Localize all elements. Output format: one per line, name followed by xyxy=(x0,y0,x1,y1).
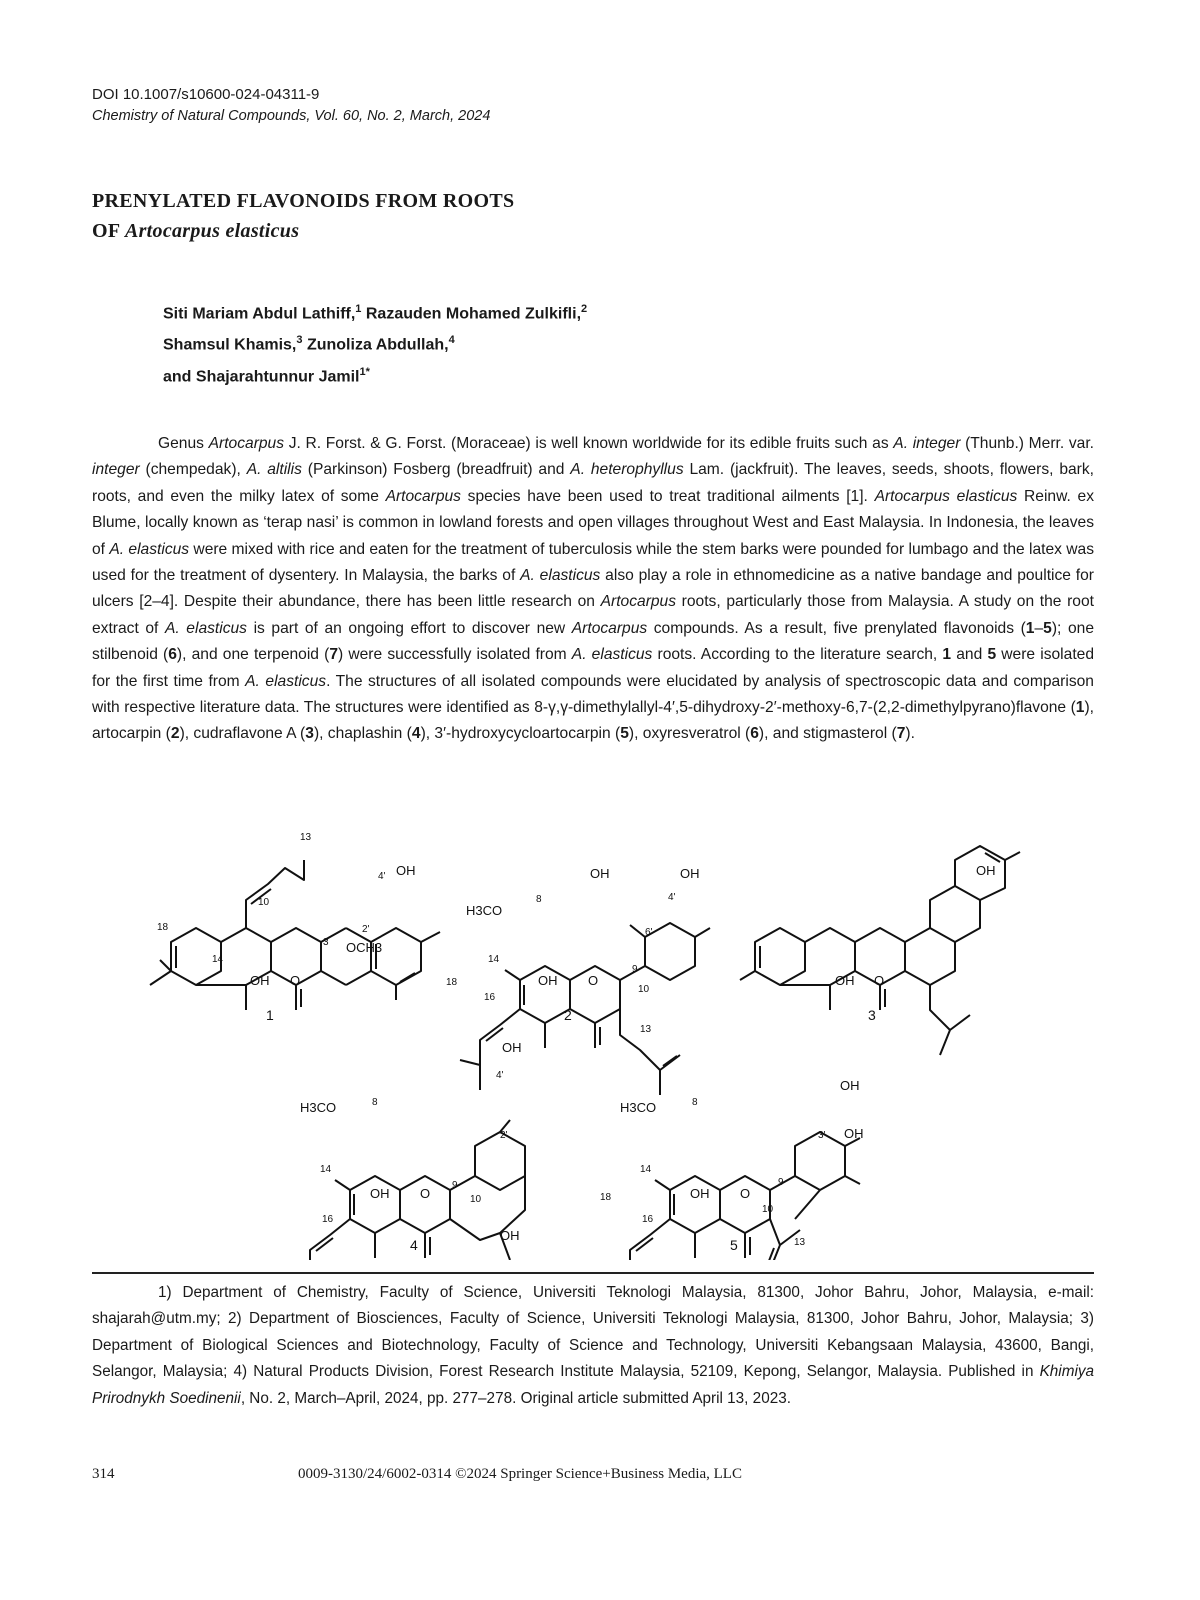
journal-citation: Chemistry of Natural Compounds, Vol. 60, No. 2, March, 2024 xyxy=(92,108,491,124)
italic-term: Artocarpus elasticus xyxy=(874,487,1018,505)
author-line-3 xyxy=(163,359,587,390)
label-oh: OH xyxy=(396,863,416,878)
label-16: 16 xyxy=(484,992,496,1003)
footnote-rule xyxy=(92,1272,1094,1274)
label-oh: OH xyxy=(840,1078,860,1093)
title-prefix: OF xyxy=(92,220,125,242)
italic-term: Khimiya Prirodnykh Soedinenii xyxy=(92,1363,1094,1407)
label-oh: OH xyxy=(500,1228,520,1243)
label-3: 3 xyxy=(323,937,329,948)
copyright-line: 0009-3130/24/6002-0314 ©2024 Springer Science+Business Media, LLC xyxy=(298,1466,742,1482)
label-o: O xyxy=(290,973,301,988)
label-8: 8 xyxy=(692,1097,698,1108)
label-18: 18 xyxy=(157,922,169,933)
label-o: O xyxy=(420,1186,431,1201)
label-h3co: H3CO xyxy=(620,1100,657,1115)
compound-label-2: 2 xyxy=(564,1007,572,1023)
label-10: 10 xyxy=(470,1194,482,1205)
label-18: 18 xyxy=(446,977,458,988)
author-list xyxy=(163,296,587,390)
label-6p: 6' xyxy=(645,927,653,938)
label-9: 9 xyxy=(452,1180,458,1191)
label-9: 9 xyxy=(632,964,638,975)
compound-number: 7 xyxy=(329,646,339,664)
label-o: O xyxy=(588,973,599,988)
compound-number: 6 xyxy=(750,725,759,743)
label-h3co: H3CO xyxy=(300,1100,337,1115)
compound-number: 3 xyxy=(305,725,314,743)
compound-number: 5 xyxy=(987,646,997,664)
compound-number: 2 xyxy=(170,725,180,743)
author-affiliation: 2 xyxy=(581,303,588,315)
label-18: 18 xyxy=(600,1192,612,1203)
italic-term: A. elasticus xyxy=(520,567,601,585)
compound-number: 1 xyxy=(1075,699,1085,717)
compound-number: 1 xyxy=(942,646,952,664)
paper-title xyxy=(92,186,514,246)
label-16: 16 xyxy=(642,1214,654,1225)
chemical-structures-figure xyxy=(0,820,1200,1260)
author-name: Shamsul Khamis, xyxy=(163,336,297,354)
label-oh: OH xyxy=(590,866,610,881)
label-10: 10 xyxy=(258,897,270,908)
compound-label-4: 4 xyxy=(410,1237,418,1253)
label-h3co: H3CO xyxy=(466,903,503,918)
label-4p: 4' xyxy=(378,871,386,882)
italic-term: A. elasticus xyxy=(109,540,190,558)
footnote xyxy=(92,1280,1094,1412)
compound-number: 5 xyxy=(1043,619,1052,637)
compound-label-5: 5 xyxy=(730,1237,738,1253)
bonds xyxy=(290,1120,525,1260)
compound-label-3: 3 xyxy=(868,1007,876,1023)
author-affiliation: 4 xyxy=(448,334,455,347)
author-affiliation: 1 xyxy=(355,303,362,315)
label-oh: OH xyxy=(835,973,855,988)
italic-term: integer xyxy=(92,461,140,479)
author-line-1 xyxy=(163,296,587,327)
label-oh: OH xyxy=(844,1126,864,1141)
label-oh: OH xyxy=(370,1186,390,1201)
label-oh: OH xyxy=(502,1040,522,1055)
italic-term: A. integer xyxy=(893,435,961,452)
label-14: 14 xyxy=(320,1164,332,1175)
label-13: 13 xyxy=(300,832,312,843)
italic-term: Artocarpus xyxy=(571,619,648,637)
label-och3: OCH3 xyxy=(346,940,383,955)
label-oh: OH xyxy=(680,866,700,881)
label-2p: 2' xyxy=(362,924,370,935)
structure-4 xyxy=(290,1120,525,1260)
author-name: Siti Mariam Abdul Lathiff, xyxy=(163,305,356,323)
title-species: Artocarpus elasticus xyxy=(124,220,300,242)
label-13: 13 xyxy=(640,1024,652,1035)
label-10: 10 xyxy=(762,1204,774,1215)
label-2p: 2' xyxy=(500,1130,508,1141)
label-oh: OH xyxy=(250,973,270,988)
body-paragraph: Genus Artocarpus J. R. Forst. & G. Forst. (Moraceae) is well known worldwide for its edible fruits such as A. integer (Thunb.) Merr. var. integer (chempedak), A. altilis (Parkinson) Fosberg (breadfruit) and A. heterophyllus Lam. (jackfruit). The leaves, seeds, shoots, flowers, bark, roots, and even the milky latex of some Artocarpus species have been used to treat traditional ailments [1]. Artocarpus elasticus Reinw. ex Blume, locally known as ‘terap nasi’ is common in lowland forests and open villages throughout West and East Malaysia. In Indonesia, the leaves of A. elasticus were mixed with rice and eaten for the treatment of tuberculosis while the stem barks were pounded for lumbago and the latex was used for the treatment of dysentery. In Malaysia, the barks of A. elasticus also play a role in ethnomedicine as a native bandage and poultice for ulcers [2–4]. Despite their abundance, there has been little research on Artocarpus roots, particularly those from Malaysia. A study on the root extract of A. elasticus is part of an ongoing effort to discover new Artocarpus compounds. As a result, five prenylated flavonoids (1–5); one stilbenoid (6), and one terpenoid (7) were successfully isolated from A. elasticus roots. According to the literature search, 1 and 5 were isolated for the first time from A. elasticus. The structures of all isolated compounds were elucidated by analysis of spectroscopic data and comparison with respective literature data. The structures were identified as 8-γ,γ-dimethylallyl-4′,5-dihydroxy-2′-methoxy-6,7-(2,2-dimethylpyrano)flavone (1), artocarpin (2), cudraflavone A (3), chaplashin (4), 3′-hydroxycycloartocarpin (5), oxyresveratrol (6), and stigmasterol (7). xyxy=(92,435,1095,743)
title-line-2 xyxy=(92,216,514,246)
italic-term: Artocarpus xyxy=(385,487,461,505)
page-number: 314 xyxy=(92,1466,115,1482)
label-9: 9 xyxy=(778,1177,784,1188)
author-name: Razauden Mohamed Zulkifli, xyxy=(365,305,582,323)
italic-term: Artocarpus xyxy=(600,593,677,611)
italic-term: A. elasticus xyxy=(245,672,327,690)
compound-number: 1 xyxy=(1025,619,1035,637)
label-oh: OH xyxy=(538,973,558,988)
author-affiliation: 3 xyxy=(296,334,303,347)
author-name: Zunoliza Abdullah, xyxy=(306,336,449,354)
italic-term: A. elasticus xyxy=(164,619,247,637)
compound-number: 7 xyxy=(896,725,906,743)
italic-term: A. heterophyllus xyxy=(570,461,684,479)
label-10: 10 xyxy=(638,984,650,995)
author-affiliation: 1* xyxy=(359,365,370,378)
doi: DOI 10.1007/s10600-024-04311-9 xyxy=(92,86,320,103)
label-13: 13 xyxy=(794,1237,806,1248)
italic-term: Artocarpus xyxy=(208,435,285,452)
compound-label-1: 1 xyxy=(266,1007,274,1023)
footnote-text: 1) Department of Chemistry, Faculty of Science, Universiti Teknologi Malaysia, 81300, Johor Bahru, Johor, Malaysia, e-mail: shajarah@utm.my; 2) Department of Biosciences, Faculty of Science, Universiti Teknologi Malaysia, 81300, Johor Bahru, Johor, Malaysia; 3) Department of Biological Sciences and Biotechnology, Faculty of Science and Technology, Universiti Kebangsaan Malaysia, 43600, Bangi, Selangor, Malaysia; 4) Natural Products Division, Forest Research Institute Malaysia, 52109, Kepong, Selangor, Malaysia. Published in Khimiya Prirodnykh Soedinenii, No. 2, March–April, 2024, pp. 277–278. Original article submitted April 13, 2023. xyxy=(92,1284,1094,1407)
label-14: 14 xyxy=(640,1164,652,1175)
author-name: and Shajarahtunnur Jamil xyxy=(163,367,360,385)
label-3p: 3' xyxy=(818,1130,826,1141)
italic-term: A. elasticus xyxy=(571,646,653,664)
label-4p: 4' xyxy=(668,892,676,903)
label-14: 14 xyxy=(488,954,500,965)
label-16: 16 xyxy=(322,1214,334,1225)
author-line-2 xyxy=(163,327,587,358)
label-o: O xyxy=(740,1186,751,1201)
label-8: 8 xyxy=(372,1097,378,1108)
title-line-1: PRENYLATED FLAVONOIDS FROM ROOTS xyxy=(92,190,515,212)
label-oh: OH xyxy=(690,1186,710,1201)
label-o: O xyxy=(874,973,885,988)
compound-number: 4 xyxy=(411,725,421,743)
italic-term: A. altilis xyxy=(246,461,302,479)
label-14: 14 xyxy=(212,954,224,965)
compound-number: 5 xyxy=(620,725,629,743)
label-oh: OH xyxy=(976,863,996,878)
compound-number: 6 xyxy=(168,646,177,664)
body-text xyxy=(92,431,1094,748)
label-8: 8 xyxy=(536,894,542,905)
label-4p: 4' xyxy=(496,1070,504,1081)
